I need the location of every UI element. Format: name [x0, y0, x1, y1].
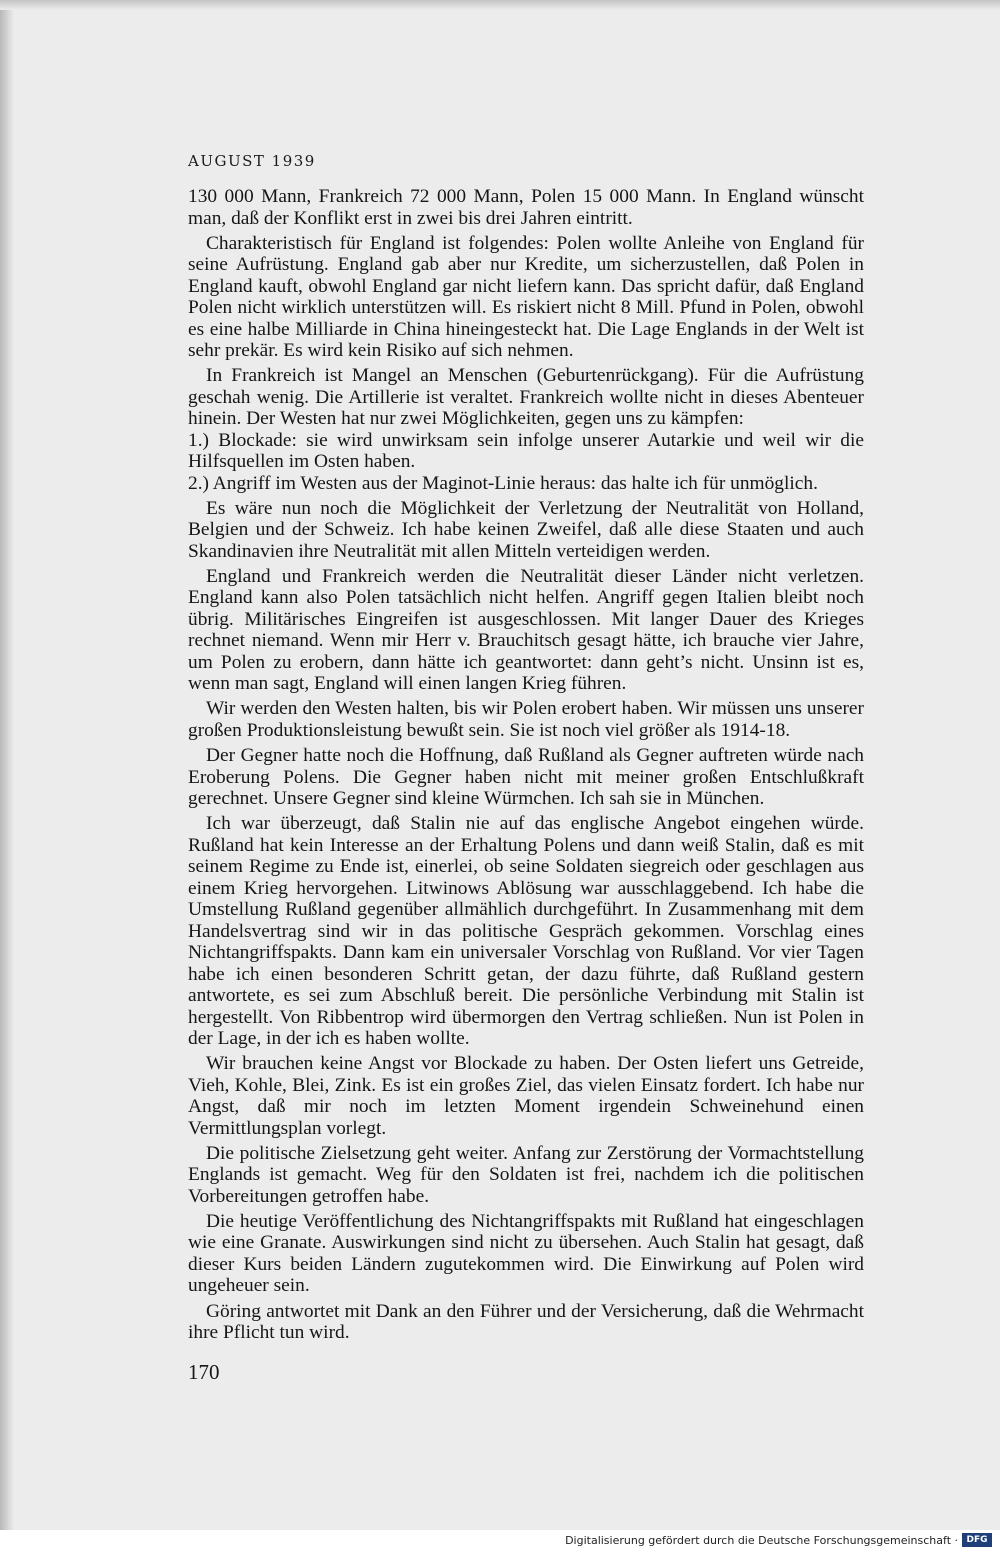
dfg-logo-icon[interactable]: DFG — [962, 1533, 992, 1547]
scan-edge-top — [0, 0, 1000, 10]
paragraph: Es wäre nun noch die Möglichkeit der Verletzung der Neutralität von Holland, Belgien und der Schweiz. Ich habe keinen Zweifel, daß alle diese Staaten und auch Skandinavien ihre Neutralität mit allen Mitteln verteidigen werden. — [188, 497, 864, 562]
body-text — [188, 186, 864, 1344]
paragraph: 130 000 Mann, Frankreich 72 000 Mann, Polen 15 000 Mann. In England wünscht man, daß der Konflikt erst in zwei bis drei Jahren eintritt. — [188, 186, 864, 229]
running-head: AUGUST 1939 — [188, 152, 316, 170]
paragraph: Göring antwortet mit Dank an den Führer und der Versicherung, daß die Wehrmacht ihre Pflicht tun wird. — [188, 1300, 864, 1344]
list-item: 1.) Blockade: sie wird unwirksam sein infolge unserer Autarkie und weil wir die Hilfsquellen im Osten haben. — [188, 429, 864, 473]
paragraph: In Frankreich ist Mangel an Menschen (Geburtenrückgang). Für die Aufrüstung geschah wenig. Die Artillerie ist veraltet. Frankreich wollte nicht in dieses Abenteuer hinein. Der Westen hat nur zwei Möglichkeiten, gegen uns zu kämpfen: — [188, 365, 864, 430]
paragraph: Die politische Zielsetzung geht weiter. Anfang zur Zerstörung der Vormachtstellung Englands ist gemacht. Weg für den Soldaten ist frei, nachdem ich die politischen Vorbereitungen getroffen habe. — [188, 1142, 864, 1207]
scan-edge-shadow — [0, 0, 14, 1554]
paragraph: Die heutige Veröffentlichung des Nichtangriffspakts mit Rußland hat eingeschlagen wie eine Granate. Auswirkungen sind nicht zu übersehen. Auch Stalin hat gesagt, daß dieser Kurs beiden Ländern zugutekommen wird. Die Einwirkung auf Polen wird ungeheuer sein. — [188, 1210, 864, 1297]
page-number: 170 — [188, 1360, 220, 1384]
paragraph: Der Gegner hatte noch die Hoffnung, daß Rußland als Gegner auftreten würde nach Eroberung Polens. Die Gegner haben nicht mit meiner großen Entschlußkraft gerechnet. Unsere Gegner sind kleine Würmchen. Ich sah sie in München. — [188, 745, 864, 810]
paragraph: England und Frankreich werden die Neutralität dieser Länder nicht verletzen. England kann also Polen tatsächlich nicht helfen. Angriff gegen Italien bleibt noch übrig. Militärisches Eingreifen ist ausgeschlossen. Mit langer Dauer des Krieges rechnet niemand. Wenn mir Herr v. Brauchitsch gesagt hätte, ich brauche vier Jahre, um Polen zu erobern, dann hätte ich geantwortet: dann geht’s nicht. Unsinn ist es, wenn man sagt, England will einen langen Krieg führen. — [188, 565, 864, 695]
paragraph: Ich war überzeugt, daß Stalin nie auf das englische Angebot eingehen würde. Rußland hat kein Interesse an der Erhaltung Polens und dann weiß Stalin, daß es mit seinem Regime zu Ende ist, einerlei, ob seine Soldaten siegreich oder geschlagen aus einem Krieg hervorgehen. Litwinows Ablösung war ausschlaggebend. Ich habe die Umstellung Rußland gegenüber allmählich durchgeführt. In Zusammenhang mit dem Handelsvertrag sind wir in das politische Gespräch gekommen. Vorschlag eines Nichtangriffspakts. Dann kam ein universaler Vorschlag von Rußland. Vor vier Tagen habe ich einen besonderen Schritt getan, der dazu führte, daß Rußland gestern antwortete, es sei zum Abschluß bereit. Die persönliche Verbindung mit Stalin ist hergestellt. Von Ribbentrop wird übermorgen den Vertrag schließen. Nun ist Polen in der Lage, in der ich es haben wollte. — [188, 813, 864, 1050]
list-item: 2.) Angriff im Westen aus der Maginot-Linie heraus: das halte ich für unmöglich. — [188, 472, 818, 494]
funding-credit: Digitalisierung gefördert durch die Deutsche Forschungsgemeinschaft · — [565, 1534, 958, 1547]
paragraph: Wir brauchen keine Angst vor Blockade zu haben. Der Osten liefert uns Getreide, Vieh, Kohle, Blei, Zink. Es ist ein großes Ziel, das vielen Einsatz fordert. Ich habe nur Angst, daß mir noch im letzten Moment irgendein Schweinehund einen Vermittlungsplan vorlegt. — [188, 1053, 864, 1139]
paragraph: Charakteristisch für England ist folgendes: Polen wollte Anleihe von England für seine Aufrüstung. England gab aber nur Kredite, um sicherzustellen, daß Polen in England kauft, obwohl England gar nicht liefern kann. Das spricht dafür, daß England Polen nicht wirklich unterstützen will. Es riskiert nicht 8 Mill. Pfund in Polen, obwohl es eine halbe Milliarde in China hineingesteckt hat. Die Lage Englands in der Welt ist sehr prekär. Es wird kein Risiko auf sich nehmen. — [188, 232, 864, 362]
paragraph: Wir werden den Westen halten, bis wir Polen erobert haben. Wir müssen uns unserer großen Produktionsleistung bewußt sein. Sie ist noch viel größer als 1914-18. — [188, 698, 864, 741]
